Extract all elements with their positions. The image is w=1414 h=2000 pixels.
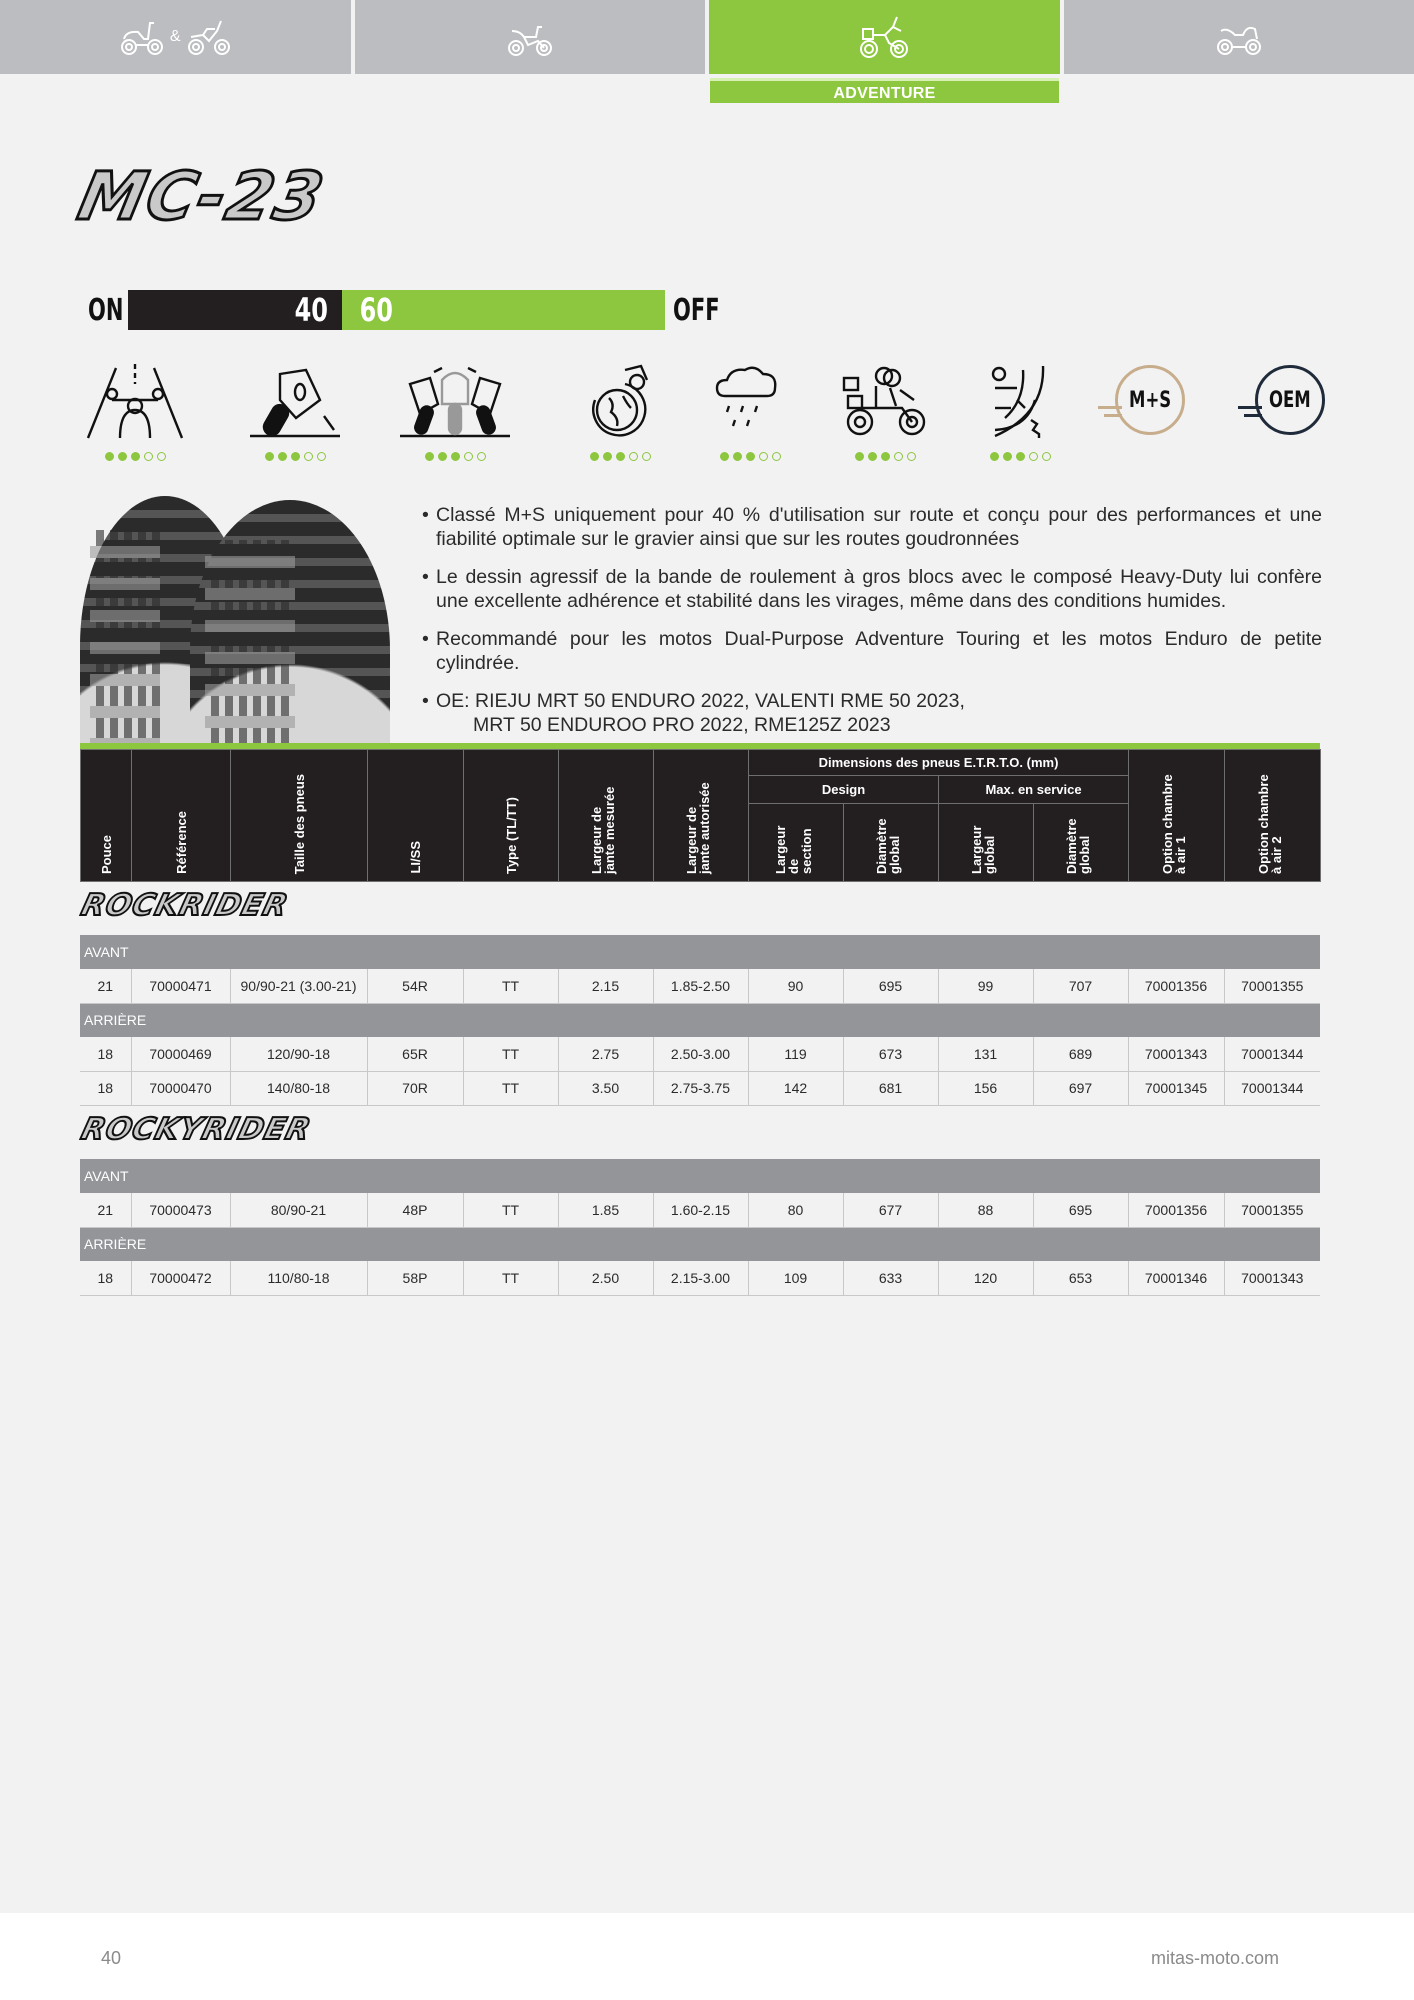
rating-dots [990, 452, 1051, 461]
ampersand: & [169, 28, 181, 45]
col-reference: Référence [132, 750, 231, 882]
col-largeur-global: Largeur global [939, 804, 1034, 882]
col-largeur-section: Largeur de section [749, 804, 844, 882]
col-jante-autorisee: Largeur de jante autorisée [654, 750, 749, 882]
wet-grip-icon [695, 360, 805, 440]
speed-lines [1098, 406, 1128, 422]
bullet-item: • Le dessin agressif de la bande de roulement à gros blocs avec le composé Heavy-Duty lui confère une excellente adhérence et stabilité dans les virages, même dans des conditions humides. [422, 566, 1322, 612]
speed-lines [1238, 406, 1268, 422]
durability-icon [965, 360, 1075, 440]
col-diametre-design: Diamètre global [844, 804, 939, 882]
oem-badge [1235, 360, 1345, 440]
max-service-group-header: Max. en service [939, 776, 1129, 804]
col-option-1: Option chambre à air 1 [1129, 750, 1225, 882]
off-label: OFF [673, 292, 720, 328]
bullet-item: • Classé M+S uniquement pour 40 % d'utilisation sur route et conçu pour des performances et une fiabilité optimale sur le gravier ainsi que sur les routes goudronnées [422, 504, 1322, 550]
table-row: 18 70000469 120/90-18 65R TT 2.75 2.50-3.00 119 673 131 689 70001343 70001344 [80, 1037, 1320, 1071]
col-diametre-max: Diamètre global [1034, 804, 1129, 882]
off-road-bar [342, 290, 665, 330]
section-avant: AVANT [80, 1159, 1320, 1193]
tire-product-image [80, 490, 400, 745]
tab-scooter-and-motorcycle[interactable] [0, 0, 351, 74]
handling-icon [390, 360, 520, 440]
rockyrider-table [80, 1159, 1320, 1296]
brand-logo-rockyrider: ROCKYRIDER [77, 1112, 315, 1147]
rockrider-table [80, 935, 1320, 1106]
bullet-item: • Recommandé pour les motos Dual-Purpose Adventure Touring et les motos Enduro de petite cylindrée. [422, 628, 1322, 674]
feature-handling [390, 360, 520, 470]
feature-cornering-grip [230, 360, 360, 470]
oem-badge-label: OEM [1269, 387, 1311, 413]
col-type: Type (TL/TT) [464, 750, 559, 882]
tab-adventure[interactable] [709, 0, 1060, 74]
touring-load-icon [830, 360, 940, 440]
motorcycle-icon [187, 17, 231, 57]
rating-dots [105, 452, 166, 461]
section-arriere: ARRIÈRE [80, 1003, 1320, 1037]
road-stability-icon [80, 360, 190, 440]
on-off-usage-bar [88, 290, 720, 330]
cornering-grip-icon [240, 360, 350, 440]
enduro-motorcycle-icon [508, 17, 552, 57]
on-label: ON [88, 292, 124, 328]
active-category-label: ADVENTURE [710, 78, 1059, 103]
rating-dots [425, 452, 486, 461]
ms-badge-label: M+S [1128, 387, 1172, 413]
on-road-percent: 40 [295, 291, 329, 329]
off-road-percent: 60 [359, 291, 393, 329]
col-liss: LI/SS [368, 750, 464, 882]
sport-motorcycle-icon [1217, 17, 1261, 57]
product-description [422, 503, 1322, 751]
spec-table-header [80, 749, 1321, 882]
oe-line-2: MRT 50 ENDUROO PRO 2022, RME125Z 2023 [473, 714, 891, 736]
tab-enduro[interactable] [355, 0, 706, 74]
feature-global-versatility [555, 360, 685, 470]
ms-badge-icon [1115, 365, 1185, 435]
bullet-oe: • OE: RIEJU MRT 50 ENDURO 2022, VALENTI RME 50 2023, MRT 50 ENDUROO PRO 2022, RME125Z 2023 [422, 690, 965, 736]
rating-dots [590, 452, 651, 461]
adventure-motorcycle-icon [859, 15, 909, 59]
tab-sport[interactable] [1064, 0, 1414, 74]
table-row: 18 70000470 140/80-18 70R TT 3.50 2.75-3.75 142 681 156 697 70001345 70001344 [80, 1071, 1320, 1105]
on-road-bar [128, 290, 342, 330]
design-group-header: Design [749, 776, 939, 804]
ms-badge [1095, 360, 1205, 440]
table-row: 18 70000472 110/80-18 58P TT 2.50 2.15-3.00 109 633 120 653 70001346 70001343 [80, 1261, 1320, 1295]
product-name: MC-23 [71, 158, 332, 235]
feature-wet-grip [685, 360, 815, 470]
website-link[interactable]: mitas-moto.com [1150, 1948, 1279, 1968]
section-arriere: ARRIÈRE [80, 1227, 1320, 1261]
page-number: 40 [101, 1948, 122, 1968]
dimensions-group-header: Dimensions des pneus E.T.R.T.O. (mm) [749, 750, 1129, 776]
col-taille: Taille des pneus [231, 750, 368, 882]
table-row: 21 70000471 90/90-21 (3.00-21) 54R TT 2.15 1.85-2.50 90 695 99 707 70001356 70001355 [80, 969, 1320, 1003]
col-pouce: Pouce [81, 750, 132, 882]
section-avant: AVANT [80, 935, 1320, 969]
feature-road-stability [70, 360, 200, 470]
oe-line-1: OE: RIEJU MRT 50 ENDURO 2022, VALENTI RME 50 2023, [436, 690, 965, 712]
rating-dots [855, 452, 916, 461]
feature-durability [955, 360, 1085, 470]
scooter-icon [120, 17, 164, 57]
category-tabs [0, 0, 1414, 74]
global-versatility-icon [565, 360, 675, 440]
brand-logo-rockrider: ROCKRIDER [77, 888, 293, 923]
table-row: 21 70000473 80/90-21 48P TT 1.85 1.60-2.15 80 677 88 695 70001356 70001355 [80, 1193, 1320, 1227]
col-option-2: Option chambre à air 2 [1225, 750, 1321, 882]
col-jante-mesuree: Largeur de jante mesurée [559, 750, 654, 882]
oem-badge-icon [1255, 365, 1325, 435]
feature-ratings [70, 360, 1340, 470]
rating-dots [720, 452, 781, 461]
feature-touring-load [820, 360, 950, 470]
rating-dots [265, 452, 326, 461]
